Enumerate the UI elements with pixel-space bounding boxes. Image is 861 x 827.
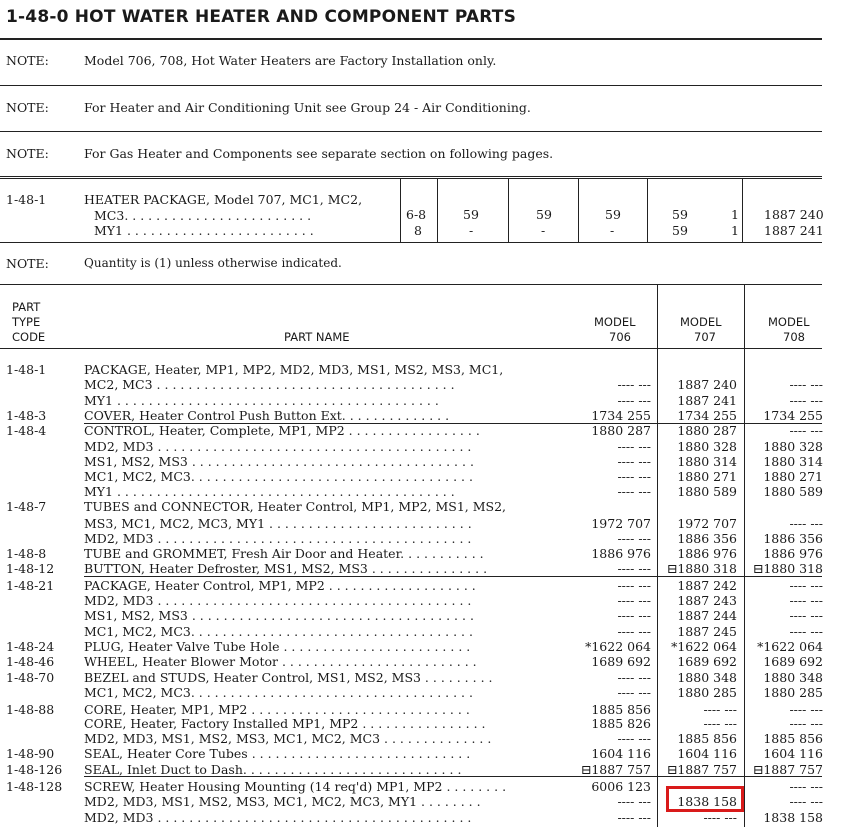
part-code: 1-48-1: [6, 362, 47, 377]
table-row: [0, 546, 861, 561]
model-708-value: 1880 285: [763, 685, 823, 700]
model-707-value: 1887 240: [677, 377, 737, 392]
part-code: 1-48-3: [6, 408, 47, 423]
table-row: [0, 608, 861, 623]
header-model-label: MODEL: [768, 315, 810, 329]
table-row: [0, 654, 861, 669]
model-706-value: ---- ---: [617, 731, 651, 746]
table-row: [0, 762, 861, 777]
table-row: [0, 578, 861, 593]
model-708-value: 1838 158: [763, 810, 823, 825]
model-706-value: ---- ---: [617, 794, 651, 809]
group-divider: [84, 576, 822, 577]
model-706-value: 1885 826: [591, 716, 651, 731]
header-model-706: 706: [609, 330, 631, 344]
model-708-value: ---- ---: [789, 393, 823, 408]
model-707-value: 1972 707: [677, 516, 737, 531]
model-706-value: ---- ---: [617, 484, 651, 499]
table-row: [0, 716, 861, 731]
model-707-value: 1880 314: [677, 454, 737, 469]
table-row: [0, 685, 861, 700]
model-708-value: 1885 856: [763, 731, 823, 746]
package-value: -: [610, 223, 615, 238]
part-name: TUBES and CONNECTOR, Heater Control, MP1, MP2, MS1, MS2,: [84, 499, 507, 514]
model-708-value: ---- ---: [789, 716, 823, 731]
package-value: 6-8: [406, 207, 427, 222]
model-706-value: ---- ---: [617, 578, 651, 593]
table-top-rule: [0, 284, 822, 285]
table-row: [0, 469, 861, 484]
header-code-line1: PART: [12, 300, 41, 314]
model-707-value: 1880 285: [677, 685, 737, 700]
model-706-value: ---- ---: [617, 393, 651, 408]
package-value: 8: [414, 223, 422, 238]
model-707-value: 1880 328: [677, 439, 737, 454]
part-name: COVER, Heater Control Push Button Ext. . . . . . . . . . . . . .: [84, 408, 450, 423]
package-value: 59: [672, 223, 688, 238]
model-706-value: 1604 116: [591, 746, 651, 761]
model-708-value: ⊟1887 757: [752, 762, 823, 777]
model-707-value: 1880 287: [677, 423, 737, 438]
model-706-value: ---- ---: [617, 531, 651, 546]
table-row: [0, 531, 861, 546]
package-value: -: [541, 223, 546, 238]
part-name: MD2, MD3 . . . . . . . . . . . . . . . . . . . . . . . . . . . . . . . . . . . . . . . .: [84, 531, 472, 546]
table-row: [0, 702, 861, 717]
model-706-value: 1880 287: [591, 423, 651, 438]
package-line-2: MC3. . . . . . . . . . . . . . . . . . . . . . . .: [94, 208, 312, 223]
table-row: [0, 731, 861, 746]
part-name: SEAL, Heater Core Tubes . . . . . . . . . . . . . . . . . . . . . . . . . . . .: [84, 746, 471, 761]
model-706-value: ---- ---: [617, 608, 651, 623]
note-label: NOTE:: [6, 100, 49, 115]
package-value: 59: [536, 207, 552, 222]
model-708-value: ---- ---: [789, 423, 823, 438]
section-title: 1-48-0 HOT WATER HEATER AND COMPONENT PARTS: [6, 7, 517, 27]
package-value: 1: [731, 207, 739, 222]
model-707-value: 1880 589: [677, 484, 737, 499]
part-name: MY1 . . . . . . . . . . . . . . . . . . . . . . . . . . . . . . . . . . . . . . . . .: [84, 393, 439, 408]
model-708-value: 1880 271: [763, 469, 823, 484]
part-name: PACKAGE, Heater Control, MP1, MP2 . . . . . . . . . . . . . . . . . . .: [84, 578, 476, 593]
part-code: 1-48-46: [6, 654, 55, 669]
model-708-value: 1734 255: [763, 408, 823, 423]
model-708-value: ---- ---: [789, 516, 823, 531]
model-707-value: ---- ---: [703, 810, 737, 825]
model-707-value: 1880 271: [677, 469, 737, 484]
part-name: MC1, MC2, MC3. . . . . . . . . . . . . . . . . . . . . . . . . . . . . . . . . . . .: [84, 469, 473, 484]
table-row: [0, 624, 861, 639]
header-model-label: MODEL: [680, 315, 722, 329]
model-708-value: 1689 692: [763, 654, 823, 669]
table-row: [0, 746, 861, 761]
table-row: [0, 408, 861, 423]
table-row: [0, 423, 861, 438]
header-model-label: MODEL: [594, 315, 636, 329]
model-708-value: 1880 328: [763, 439, 823, 454]
header-model-708: 708: [783, 330, 805, 344]
part-name: PACKAGE, Heater, MP1, MP2, MD2, MD3, MS1, MS2, MS3, MC1,: [84, 362, 504, 377]
model-708-value: 1880 314: [763, 454, 823, 469]
part-name: SEAL, Inlet Duct to Dash. . . . . . . . . . . . . . . . . . . . . . . . . . . .: [84, 762, 462, 777]
part-name: MD2, MD3, MS1, MS2, MS3, MC1, MC2, MC3, MY1 . . . . . . . .: [84, 794, 481, 809]
table-row: [0, 377, 861, 392]
part-code: 1-48-126: [6, 762, 63, 777]
quantity-note-text: Quantity is (1) unless otherwise indicated.: [84, 256, 342, 270]
model-706-value: ---- ---: [617, 810, 651, 825]
model-706-value: 6006 123: [591, 779, 651, 794]
table-row: [0, 810, 861, 825]
table-row: [0, 670, 861, 685]
table-row: [0, 454, 861, 469]
table-row: [0, 561, 861, 576]
model-707-value: 1880 348: [677, 670, 737, 685]
model-707-value: ---- ---: [703, 779, 737, 794]
package-value: 59: [672, 207, 688, 222]
part-code: 1-48-7: [6, 499, 47, 514]
part-code: 1-48-90: [6, 746, 55, 761]
part-name: MD2, MD3 . . . . . . . . . . . . . . . . . . . . . . . . . . . . . . . . . . . . . . . .: [84, 439, 472, 454]
quantity-note-label: NOTE:: [6, 256, 49, 271]
model-708-value: ---- ---: [789, 608, 823, 623]
model-708-value: ---- ---: [789, 593, 823, 608]
model-707-value: 1885 856: [677, 731, 737, 746]
model-707-value: ---- ---: [703, 716, 737, 731]
header-bottom-rule: [0, 348, 822, 349]
model-706-value: ⊟1887 757: [580, 762, 651, 777]
part-name: MY1 . . . . . . . . . . . . . . . . . . . . . . . . . . . . . . . . . . . . . . . . . . .: [84, 484, 455, 499]
note-text: For Gas Heater and Components see separate section on following pages.: [84, 146, 554, 161]
model-706-value: 1689 692: [591, 654, 651, 669]
model-706-value: ---- ---: [617, 593, 651, 608]
table-row: [0, 393, 861, 408]
model-706-value: ---- ---: [617, 454, 651, 469]
model-707-value: 1887 245: [677, 624, 737, 639]
note-text: For Heater and Air Conditioning Unit see Group 24 - Air Conditioning.: [84, 100, 531, 115]
model-708-value: ⊟1880 318: [752, 561, 823, 576]
header-code-line2: TYPE: [12, 315, 41, 329]
model-707-value: 1838 158: [677, 794, 737, 809]
model-708-value: 1886 356: [763, 531, 823, 546]
model-706-value: 1886 976: [591, 546, 651, 561]
note-divider: [0, 176, 822, 177]
part-code: 1-48-24: [6, 639, 55, 654]
part-code: 1-48-4: [6, 423, 47, 438]
package-value: 59: [605, 207, 621, 222]
part-name: MC1, MC2, MC3. . . . . . . . . . . . . . . . . . . . . . . . . . . . . . . . . . . .: [84, 685, 473, 700]
model-708-value: 1880 589: [763, 484, 823, 499]
note-divider: [0, 131, 822, 132]
model-707-value: 1886 976: [677, 546, 737, 561]
model-706-value: 1734 255: [591, 408, 651, 423]
model-706-value: ---- ---: [617, 670, 651, 685]
table-row: [0, 499, 861, 514]
part-name: CONTROL, Heater, Complete, MP1, MP2 . . . . . . . . . . . . . . . . .: [84, 423, 480, 438]
package-value: 1: [731, 223, 739, 238]
model-708-value: ---- ---: [789, 624, 823, 639]
part-name: MD2, MD3, MS1, MS2, MS3, MC1, MC2, MC3 . . . . . . . . . . . . . .: [84, 731, 492, 746]
part-code: 1-48-21: [6, 578, 55, 593]
model-707-value: ⊟1887 757: [666, 762, 737, 777]
table-row: [0, 639, 861, 654]
part-name: MC1, MC2, MC3. . . . . . . . . . . . . . . . . . . . . . . . . . . . . . . . . . . .: [84, 624, 473, 639]
part-name: BUTTON, Heater Defroster, MS1, MS2, MS3 . . . . . . . . . . . . . . .: [84, 561, 488, 576]
highlight-box: [666, 786, 744, 812]
part-name: MD2, MD3 . . . . . . . . . . . . . . . . . . . . . . . . . . . . . . . . . . . . . . . .: [84, 593, 472, 608]
package-code: 1-48-1: [6, 192, 47, 207]
package-line-1: HEATER PACKAGE, Model 707, MC1, MC2,: [84, 192, 363, 207]
part-name: MS3, MC1, MC2, MC3, MY1 . . . . . . . . . . . . . . . . . . . . . . . . . .: [84, 516, 472, 531]
model-708-value: ---- ---: [789, 702, 823, 717]
model-706-value: ---- ---: [617, 685, 651, 700]
part-name: MS1, MS2, MS3 . . . . . . . . . . . . . . . . . . . . . . . . . . . . . . . . . . . .: [84, 608, 474, 623]
package-line-3: MY1 . . . . . . . . . . . . . . . . . . . . . . . .: [94, 223, 314, 238]
table-row: [0, 516, 861, 531]
part-code: 1-48-128: [6, 779, 63, 794]
note-text: Model 706, 708, Hot Water Heaters are Factory Installation only.: [84, 53, 497, 68]
model-707-value: ---- ---: [703, 702, 737, 717]
model-707-value: 1604 116: [677, 746, 737, 761]
part-name: MC2, MC3 . . . . . . . . . . . . . . . . . . . . . . . . . . . . . . . . . . . . . .: [84, 377, 455, 392]
model-706-value: 1885 856: [591, 702, 651, 717]
model-708-value: 1880 348: [763, 670, 823, 685]
model-708-value: 1886 976: [763, 546, 823, 561]
part-name: PLUG, Heater Valve Tube Hole . . . . . . . . . . . . . . . . . . . . . . . .: [84, 639, 471, 654]
part-name: CORE, Heater, MP1, MP2 . . . . . . . . . . . . . . . . . . . . . . . . . . . .: [84, 702, 470, 717]
title-rule: [0, 38, 822, 40]
header-code-line3: CODE: [12, 330, 46, 344]
part-name: MS1, MS2, MS3 . . . . . . . . . . . . . . . . . . . . . . . . . . . . . . . . . . . .: [84, 454, 474, 469]
table-row: [0, 593, 861, 608]
model-708-value: 1604 116: [763, 746, 823, 761]
model-706-value: *1622 064: [585, 639, 651, 654]
part-code: 1-48-88: [6, 702, 55, 717]
model-707-value: 1689 692: [677, 654, 737, 669]
note-label: NOTE:: [6, 53, 49, 68]
header-model-707: 707: [694, 330, 716, 344]
model-707-value: 1887 244: [677, 608, 737, 623]
table-row: [0, 362, 861, 377]
model-707-value: 1886 356: [677, 531, 737, 546]
group-divider: [84, 776, 822, 777]
model-707-value: 1887 242: [677, 578, 737, 593]
package-value: 59: [463, 207, 479, 222]
model-706-value: ---- ---: [617, 439, 651, 454]
model-708-value: ---- ---: [789, 794, 823, 809]
model-706-value: ---- ---: [617, 377, 651, 392]
model-708-value: ---- ---: [789, 578, 823, 593]
package-value: 1887 240: [764, 207, 824, 222]
model-707-value: 1887 241: [677, 393, 737, 408]
part-name: WHEEL, Heater Blower Motor . . . . . . . . . . . . . . . . . . . . . . . . .: [84, 654, 477, 669]
part-name: BEZEL and STUDS, Heater Control, MS1, MS2, MS3 . . . . . . . . .: [84, 670, 493, 685]
note-divider: [0, 85, 822, 86]
part-name: TUBE and GROMMET, Fresh Air Door and Heater. . . . . . . . . . .: [84, 546, 484, 561]
package-value: 1887 241: [764, 223, 824, 238]
model-706-value: ---- ---: [617, 624, 651, 639]
table-row: [0, 484, 861, 499]
note-label: NOTE:: [6, 146, 49, 161]
table-row: [0, 439, 861, 454]
header-part-name: PART NAME: [284, 330, 350, 344]
part-code: 1-48-8: [6, 546, 47, 561]
part-name: MD2, MD3 . . . . . . . . . . . . . . . . . . . . . . . . . . . . . . . . . . . . . . . .: [84, 810, 472, 825]
model-706-value: 1972 707: [591, 516, 651, 531]
part-code: 1-48-70: [6, 670, 55, 685]
part-code: 1-48-12: [6, 561, 55, 576]
model-706-value: ---- ---: [617, 561, 651, 576]
model-707-value: 1887 243: [677, 593, 737, 608]
model-706-value: ---- ---: [617, 469, 651, 484]
part-name: CORE, Heater, Factory Installed MP1, MP2 . . . . . . . . . . . . . . . .: [84, 716, 486, 731]
model-708-value: *1622 064: [757, 639, 823, 654]
model-708-value: ---- ---: [789, 779, 823, 794]
package-value: -: [469, 223, 474, 238]
model-707-value: *1622 064: [671, 639, 737, 654]
group-divider: [84, 423, 822, 424]
model-707-value: 1734 255: [677, 408, 737, 423]
model-707-value: ⊟1880 318: [666, 561, 737, 576]
part-name: SCREW, Heater Housing Mounting (14 req'd) MP1, MP2 . . . . . . . .: [84, 779, 507, 794]
model-708-value: ---- ---: [789, 377, 823, 392]
